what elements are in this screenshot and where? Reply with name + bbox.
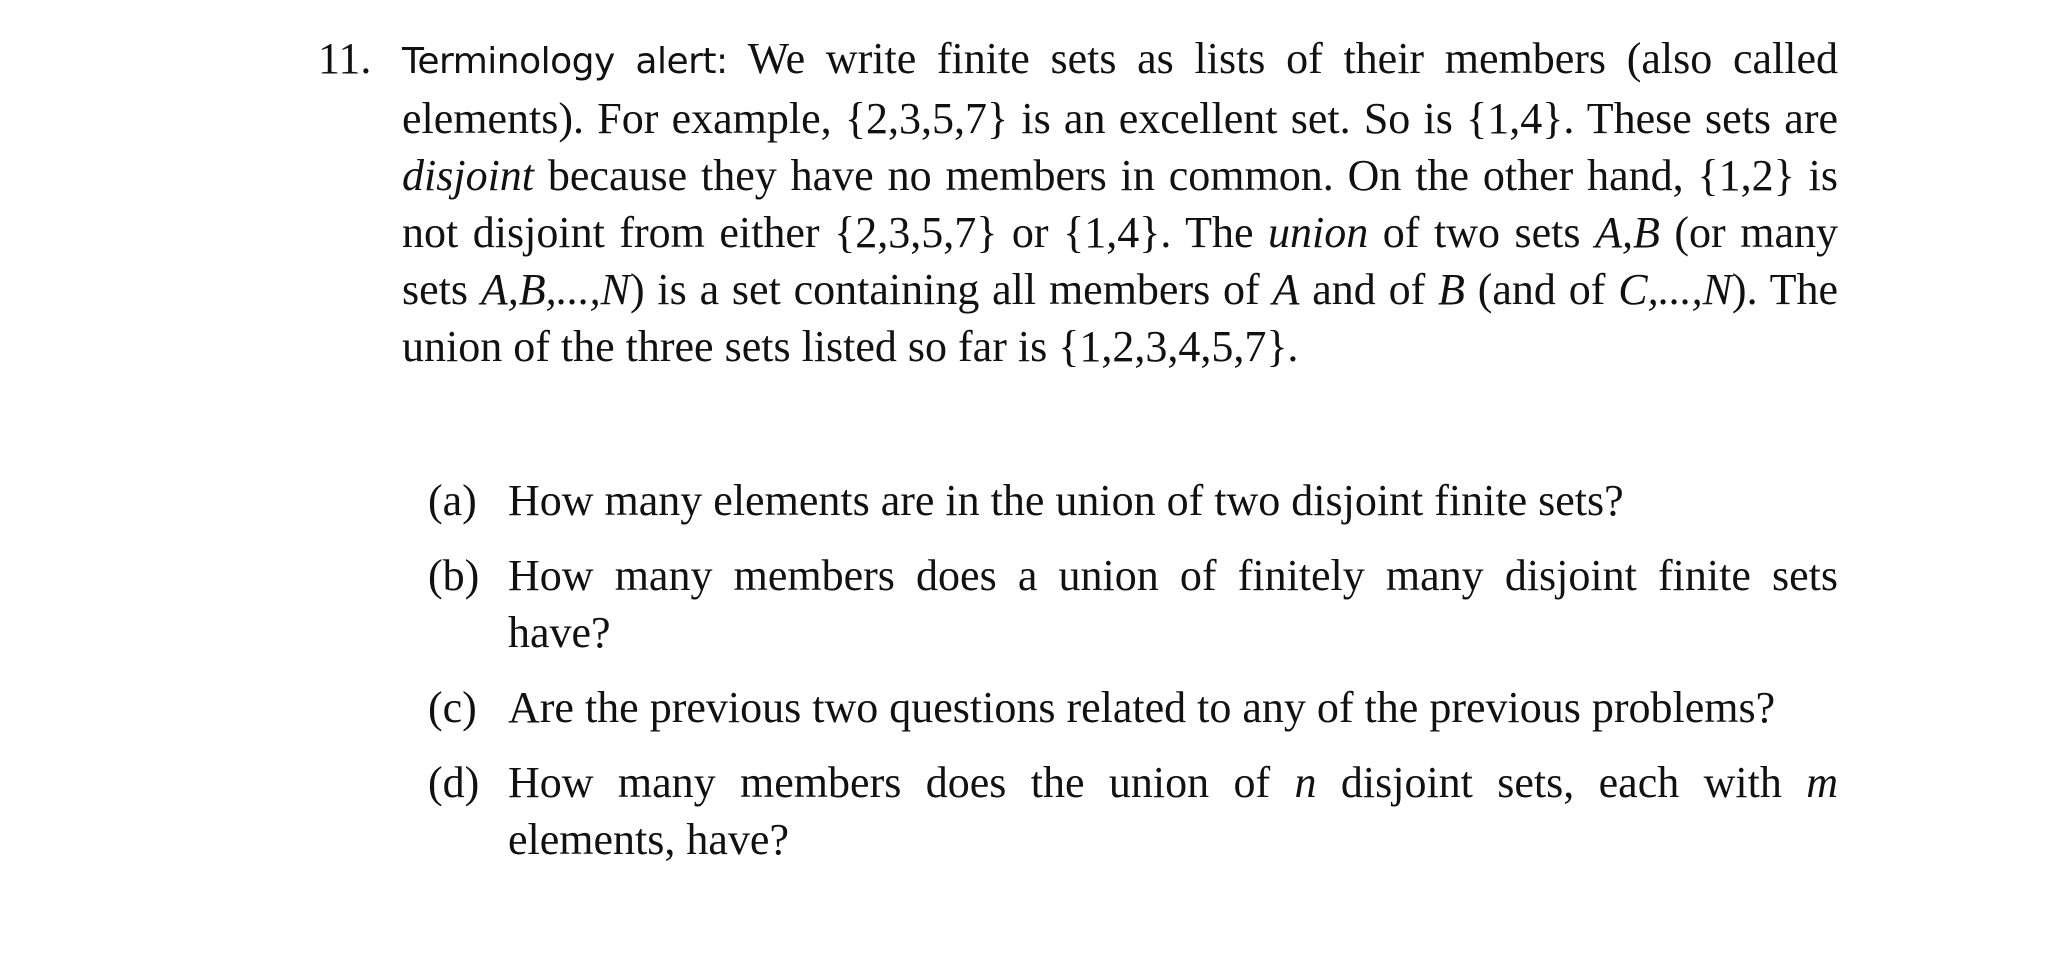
math-var: B xyxy=(1438,265,1465,314)
subpart-text: How many members does a union of finitely many disjoint finite sets have? xyxy=(508,551,1838,657)
subpart-list xyxy=(428,472,1838,886)
subpart-d xyxy=(428,754,1838,868)
term-disjoint: disjoint xyxy=(402,151,535,200)
subpart-label: (d) xyxy=(428,758,480,807)
subpart-text-part: disjoint sets, each with xyxy=(1316,758,1807,807)
statement-text: We write finite sets as lists of their members (also called elements). For example, {2,3,5,7} is an excellent set. So is {1,4}. These sets are xyxy=(402,34,1838,143)
math-var: A,B xyxy=(1595,208,1660,257)
subpart-text: How many elements are in the union of two disjoint finite sets? xyxy=(508,476,1624,525)
math-var: C,...,N xyxy=(1618,265,1732,314)
term-union: union xyxy=(1268,208,1369,257)
statement-text: (and of xyxy=(1464,265,1619,314)
math-var-m: m xyxy=(1806,758,1838,807)
math-var-n: n xyxy=(1294,758,1317,807)
subpart-text-part: elements, have? xyxy=(508,815,789,864)
subpart-label: (b) xyxy=(428,551,480,600)
subpart-text: Are the previous two questions related to any of the previous problems? xyxy=(508,683,1776,732)
problem-number: 11. xyxy=(318,34,372,83)
subpart-label: (a) xyxy=(428,476,477,525)
subpart-text xyxy=(508,754,1838,868)
terminology-alert-label: Terminology alert: xyxy=(402,41,728,82)
subpart-text-part: How many members does the union of xyxy=(508,758,1295,807)
math-var: A xyxy=(1272,265,1300,314)
statement-text: of two sets xyxy=(1368,208,1596,257)
statement-text: (or many sets xyxy=(402,208,1838,314)
subpart-b xyxy=(428,547,1838,661)
math-var: A,B,...,N xyxy=(480,265,630,314)
statement-text: because they have no members in common. On the other hand, {1,2} is not disjoint from either {2,3,5,7} or {1,4}. The xyxy=(402,151,1838,257)
subpart-c xyxy=(428,679,1838,736)
statement-text: ). The union of the three sets listed so far is {1,2,3,4,5,7}. xyxy=(402,265,1839,371)
subpart-label: (c) xyxy=(428,683,477,732)
statement-text: ) is a set containing all members of xyxy=(629,265,1273,314)
subpart-a xyxy=(428,472,1838,529)
statement-text: and of xyxy=(1299,265,1439,314)
problem-statement xyxy=(402,30,1838,375)
